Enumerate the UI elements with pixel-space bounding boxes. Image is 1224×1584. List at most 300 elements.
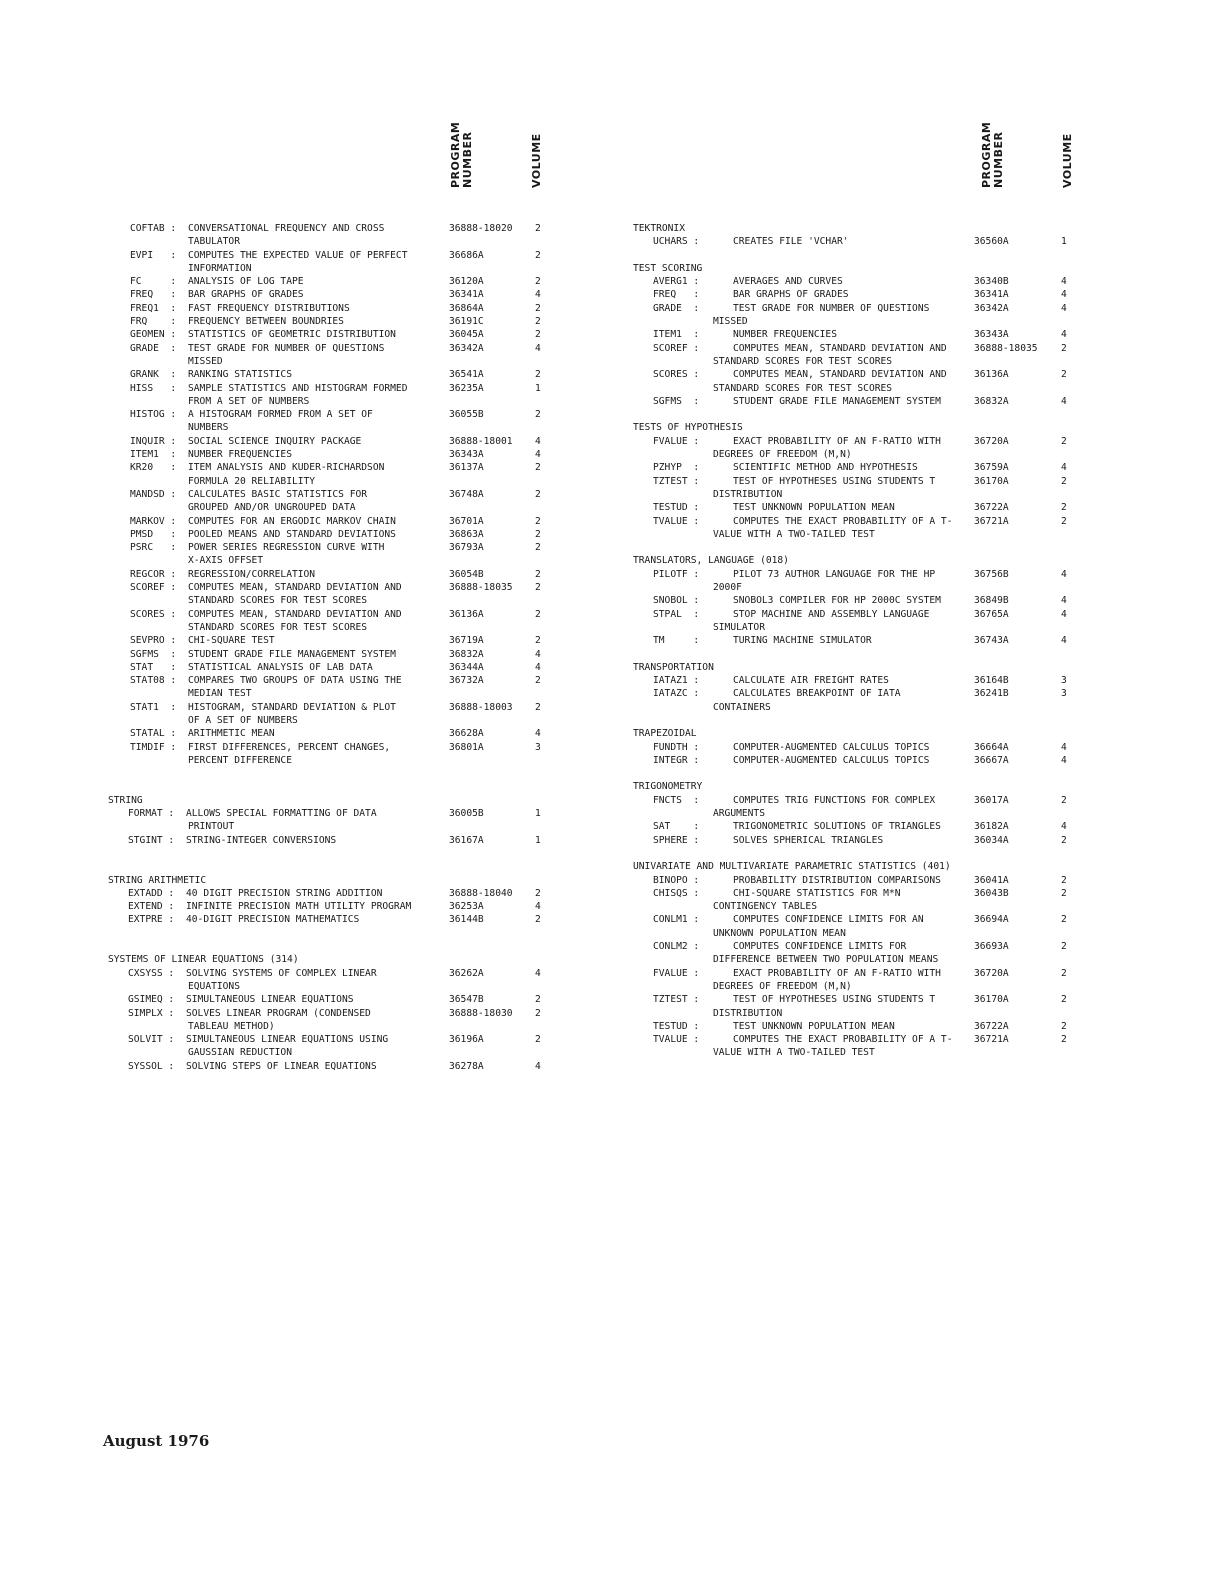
program-entry xyxy=(108,634,558,647)
program-entry-continuation xyxy=(108,1046,558,1059)
program-description: BAR GRAPHS OF GRADES xyxy=(733,289,849,301)
program-description: POWER SERIES REGRESSION CURVE WITH xyxy=(188,542,385,554)
program-description: SOLVING STEPS OF LINEAR EQUATIONS xyxy=(186,1060,377,1072)
program-description: DEGREES OF FREEDOM (M,N) xyxy=(713,449,852,461)
volume-number: 2 xyxy=(1061,874,1067,886)
program-entry xyxy=(108,368,558,381)
program-number: 36045A xyxy=(449,329,484,341)
volume-number: 2 xyxy=(535,302,541,314)
program-code: HISS : xyxy=(130,382,177,394)
program-code: GRADE : xyxy=(130,342,177,354)
program-number: 36196A xyxy=(449,1034,484,1046)
volume-number: 2 xyxy=(535,223,541,234)
program-entry xyxy=(108,887,558,900)
program-number: 36342A xyxy=(449,342,484,354)
program-number: 36722A xyxy=(974,502,1009,514)
program-description: TEST OF HYPOTHESES USING STUDENTS T xyxy=(733,994,936,1006)
program-description: FAST FREQUENCY DISTRIBUTIONS xyxy=(188,302,350,314)
spacer xyxy=(633,408,1083,421)
program-entry xyxy=(633,687,1083,700)
program-number: 36693A xyxy=(974,941,1009,953)
volume-number: 2 xyxy=(1061,834,1067,846)
volume-number: 4 xyxy=(1061,329,1067,341)
program-entry xyxy=(108,382,558,395)
program-number-header-right: PROGRAM NUMBER xyxy=(980,121,1005,188)
program-number: 36888-18040 xyxy=(449,887,513,899)
program-code: GEOMEN : xyxy=(130,329,177,341)
program-entry xyxy=(633,634,1083,647)
program-description: 2000F xyxy=(713,582,742,594)
program-description: CHI-SQUARE STATISTICS FOR M*N xyxy=(733,887,901,899)
program-code: TZTEST : xyxy=(653,475,700,487)
section-heading: TRAPEZOIDAL xyxy=(633,728,697,740)
program-entry xyxy=(108,488,558,501)
program-code: IATAZ1 : xyxy=(653,675,700,687)
program-number: 36344A xyxy=(449,661,484,673)
program-code: SGFMS : xyxy=(130,648,177,660)
volume-number: 2 xyxy=(1061,1034,1067,1046)
program-number: 36144B xyxy=(449,914,484,926)
program-entry-continuation xyxy=(108,554,558,567)
program-code: TZTEST : xyxy=(653,994,700,1006)
program-description: STANDARD SCORES FOR TEST SCORES xyxy=(713,355,893,367)
volume-number: 4 xyxy=(535,289,541,301)
program-code: STAT1 : xyxy=(130,701,177,713)
program-description: COMPUTES MEAN, STANDARD DEVIATION AND xyxy=(188,608,402,620)
program-code: SOLVIT : xyxy=(128,1034,175,1046)
program-description: ITEM ANALYSIS AND KUDER-RICHARDSON xyxy=(188,462,385,474)
program-description: ARITHMETIC MEAN xyxy=(188,728,275,740)
program-entry xyxy=(633,594,1083,607)
program-description: MISSED xyxy=(188,355,223,367)
volume-number: 2 xyxy=(1061,515,1067,527)
program-number: 36164B xyxy=(974,675,1009,687)
program-description: PERCENT DIFFERENCE xyxy=(188,754,292,766)
program-number: 36721A xyxy=(974,1034,1009,1046)
program-number: 36005B xyxy=(449,808,484,820)
program-entry-continuation xyxy=(633,953,1083,966)
program-code: FVALUE : xyxy=(653,435,700,447)
program-number: 36801A xyxy=(449,741,484,753)
program-number: 36541A xyxy=(449,369,484,381)
program-entry-continuation xyxy=(633,355,1083,368)
program-description: COMPUTER-AUGMENTED CALCULUS TOPICS xyxy=(733,754,930,766)
program-number: 36034A xyxy=(974,834,1009,846)
program-number: 36719A xyxy=(449,635,484,647)
program-code: SPHERE : xyxy=(653,834,700,846)
program-description: PRINTOUT xyxy=(188,821,235,833)
program-description: COMPUTES MEAN, STANDARD DEVIATION AND xyxy=(188,582,402,594)
program-description: FROM A SET OF NUMBERS xyxy=(188,395,310,407)
program-description: EXACT PROBABILITY OF AN F-RATIO WITH xyxy=(733,435,941,447)
program-description: TEST OF HYPOTHESES USING STUDENTS T xyxy=(733,475,936,487)
volume-number: 2 xyxy=(1061,794,1067,806)
program-description: STANDARD SCORES FOR TEST SCORES xyxy=(713,382,893,394)
program-entry-continuation xyxy=(633,448,1083,461)
program-description: STATISTICS OF GEOMETRIC DISTRIBUTION xyxy=(188,329,396,341)
program-number: 36170A xyxy=(974,994,1009,1006)
program-code: UCHARS : xyxy=(653,236,700,248)
program-number: 36340B xyxy=(974,276,1009,288)
volume-number: 2 xyxy=(1061,887,1067,899)
program-code: SCOREF : xyxy=(130,582,177,594)
section-heading: STRING xyxy=(108,794,143,806)
program-entry xyxy=(633,820,1083,833)
spacer xyxy=(633,847,1083,860)
program-code: CONLM2 : xyxy=(653,941,700,953)
program-entry-continuation xyxy=(633,1007,1083,1020)
program-entry-continuation xyxy=(633,581,1083,594)
program-entry xyxy=(108,315,558,328)
program-entry xyxy=(633,1020,1083,1033)
program-number: 36863A xyxy=(449,528,484,540)
program-description: POOLED MEANS AND STANDARD DEVIATIONS xyxy=(188,528,396,540)
program-entry-continuation xyxy=(108,355,558,368)
volume-number: 4 xyxy=(535,435,541,447)
program-description: SOCIAL SCIENCE INQUIRY PACKAGE xyxy=(188,435,362,447)
program-entry xyxy=(633,328,1083,341)
section-heading: SYSTEMS OF LINEAR EQUATIONS (314) xyxy=(108,954,299,966)
program-description: COMPARES TWO GROUPS OF DATA USING THE xyxy=(188,675,402,687)
volume-number: 2 xyxy=(1061,967,1067,979)
program-description: TEST GRADE FOR NUMBER OF QUESTIONS xyxy=(733,302,930,314)
program-entry xyxy=(633,794,1083,807)
program-entry xyxy=(108,328,558,341)
volume-number: 1 xyxy=(535,834,541,846)
volume-number: 4 xyxy=(1061,595,1067,607)
program-code: SCOREF : xyxy=(653,342,700,354)
program-entry xyxy=(633,475,1083,488)
program-entry-continuation xyxy=(633,980,1083,993)
program-entry-continuation xyxy=(633,488,1083,501)
volume-number: 2 xyxy=(535,675,541,687)
volume-header: VOLUME xyxy=(530,133,543,188)
program-description: COMPUTER-AUGMENTED CALCULUS TOPICS xyxy=(733,741,930,753)
program-code: SGFMS : xyxy=(653,395,700,407)
volume-number: 4 xyxy=(535,967,541,979)
program-number: 36888-18035 xyxy=(974,342,1038,354)
program-description: EQUATIONS xyxy=(188,980,240,992)
section-heading: TRANSPORTATION xyxy=(633,661,714,673)
program-code: FNCTS : xyxy=(653,794,700,806)
volume-number: 2 xyxy=(535,608,541,620)
program-description: SIMULTANEOUS LINEAR EQUATIONS xyxy=(186,994,354,1006)
section-heading: TEKTRONIX xyxy=(633,223,685,234)
program-number: 36262A xyxy=(449,967,484,979)
program-entry-continuation xyxy=(108,262,558,275)
program-number: 36343A xyxy=(974,329,1009,341)
program-number: 36041A xyxy=(974,874,1009,886)
spacer xyxy=(108,847,558,874)
program-description: TEST GRADE FOR NUMBER OF QUESTIONS xyxy=(188,342,385,354)
program-description: TEST UNKNOWN POPULATION MEAN xyxy=(733,1020,895,1032)
volume-number: 2 xyxy=(535,462,541,474)
volume-number: 2 xyxy=(1061,1020,1067,1032)
program-code: FRQ : xyxy=(130,316,177,328)
program-description: UNKNOWN POPULATION MEAN xyxy=(713,927,846,939)
volume-number: 4 xyxy=(535,728,541,740)
program-number: 36694A xyxy=(974,914,1009,926)
program-code: FREQ1 : xyxy=(130,302,177,314)
program-entry-continuation xyxy=(108,501,558,514)
volume-number: 2 xyxy=(1061,369,1067,381)
volume-number: 4 xyxy=(1061,754,1067,766)
program-number-header-line1: PROGRAM xyxy=(449,121,462,188)
program-number: 36055B xyxy=(449,409,484,421)
program-code: KR20 : xyxy=(130,462,177,474)
program-description: CALCULATE AIR FREIGHT RATES xyxy=(733,675,889,687)
volume-number: 4 xyxy=(1061,302,1067,314)
program-entry-continuation xyxy=(633,528,1083,541)
program-number: 36832A xyxy=(974,395,1009,407)
program-description: GAUSSIAN REDUCTION xyxy=(188,1047,292,1059)
program-entry xyxy=(108,515,558,528)
program-description: STANDARD SCORES FOR TEST SCORES xyxy=(188,621,368,633)
program-description: SIMULATOR xyxy=(713,621,765,633)
program-description: 40 DIGIT PRECISION STRING ADDITION xyxy=(186,887,383,899)
program-code: TESTUD : xyxy=(653,502,700,514)
volume-number: 2 xyxy=(535,249,541,261)
program-number: 36137A xyxy=(449,462,484,474)
program-code: STAT : xyxy=(130,661,177,673)
program-number: 36720A xyxy=(974,435,1009,447)
spacer xyxy=(633,767,1083,780)
program-entry xyxy=(633,674,1083,687)
program-entry-continuation xyxy=(633,807,1083,820)
program-description: CALCULATES BASIC STATISTICS FOR xyxy=(188,488,368,500)
section-heading: UNIVARIATE AND MULTIVARIATE PARAMETRIC STATISTICS (401) xyxy=(633,861,951,873)
program-code: MANDSD : xyxy=(130,488,177,500)
program-description: INFORMATION xyxy=(188,262,252,274)
program-entry xyxy=(633,288,1083,301)
spacer xyxy=(633,541,1083,554)
program-description: RANKING STATISTICS xyxy=(188,369,292,381)
program-description: REGRESSION/CORRELATION xyxy=(188,568,316,580)
program-description: TABLEAU METHOD) xyxy=(188,1020,275,1032)
program-description: X-AXIS OFFSET xyxy=(188,555,264,567)
program-description: DISTRIBUTION xyxy=(713,488,783,500)
section-heading: TESTS OF HYPOTHESIS xyxy=(633,422,743,434)
program-description: OF A SET OF NUMBERS xyxy=(188,714,298,726)
program-description: ALLOWS SPECIAL FORMATTING OF DATA xyxy=(186,808,377,820)
program-code: FUNDTH : xyxy=(653,741,700,753)
program-entry-continuation xyxy=(108,475,558,488)
program-description: VALUE WITH A TWO-TAILED TEST xyxy=(713,1047,875,1059)
program-number: 36043B xyxy=(974,887,1009,899)
program-description: ANALYSIS OF LOG TAPE xyxy=(188,276,304,288)
volume-number: 2 xyxy=(535,316,541,328)
volume-number: 4 xyxy=(1061,741,1067,753)
program-description: TRIGONOMETRIC SOLUTIONS OF TRIANGLES xyxy=(733,821,941,833)
program-entry xyxy=(633,913,1083,926)
program-entry-continuation xyxy=(108,235,558,248)
program-entry-continuation xyxy=(108,621,558,634)
program-entry xyxy=(108,408,558,421)
program-number: 36832A xyxy=(449,648,484,660)
volume-number: 2 xyxy=(535,914,541,926)
program-code: SYSSOL : xyxy=(128,1060,175,1072)
program-code: SIMPLX : xyxy=(128,1007,175,1019)
program-number: 36686A xyxy=(449,249,484,261)
program-entry xyxy=(108,448,558,461)
volume-number: 3 xyxy=(535,741,541,753)
program-number: 36759A xyxy=(974,462,1009,474)
program-code: STAT08 : xyxy=(130,675,177,687)
program-entry xyxy=(633,275,1083,288)
program-entry xyxy=(633,754,1083,767)
program-description: COMPUTES MEAN, STANDARD DEVIATION AND xyxy=(733,369,947,381)
program-description: TEST UNKNOWN POPULATION MEAN xyxy=(733,502,895,514)
volume-number: 2 xyxy=(535,568,541,580)
program-code: SNOBOL : xyxy=(653,595,700,607)
program-code: ITEM1 : xyxy=(130,449,177,461)
program-description: STUDENT GRADE FILE MANAGEMENT SYSTEM xyxy=(733,395,941,407)
program-entry xyxy=(633,568,1083,581)
program-description: 40-DIGIT PRECISION MATHEMATICS xyxy=(186,914,360,926)
program-entry xyxy=(108,608,558,621)
volume-number: 2 xyxy=(1061,342,1067,354)
volume-number: 1 xyxy=(1061,236,1067,248)
program-entry xyxy=(108,993,558,1006)
program-code: INTEGR : xyxy=(653,754,700,766)
program-description: CHI-SQUARE TEST xyxy=(188,635,275,647)
volume-number: 4 xyxy=(535,342,541,354)
program-number: 36732A xyxy=(449,675,484,687)
program-code: SAT : xyxy=(653,821,700,833)
program-description: VALUE WITH A TWO-TAILED TEST xyxy=(713,528,875,540)
volume-number: 4 xyxy=(535,449,541,461)
program-code: GRADE : xyxy=(653,302,700,314)
program-entry-continuation xyxy=(633,927,1083,940)
program-code: FC : xyxy=(130,276,177,288)
program-description: TABULATOR xyxy=(188,236,240,248)
program-number: 36888-18020 xyxy=(449,223,513,234)
program-code: CHISQS : xyxy=(653,887,700,899)
program-entry-continuation xyxy=(108,980,558,993)
program-entry xyxy=(633,501,1083,514)
spacer xyxy=(633,714,1083,727)
volume-number: 4 xyxy=(1061,289,1067,301)
program-entry xyxy=(633,993,1083,1006)
program-entry xyxy=(108,581,558,594)
program-entry-continuation xyxy=(108,820,558,833)
program-description: STATISTICAL ANALYSIS OF LAB DATA xyxy=(188,661,373,673)
program-number: 36888-18030 xyxy=(449,1007,513,1019)
program-entry xyxy=(108,275,558,288)
program-code: CONLM1 : xyxy=(653,914,700,926)
program-number: 36701A xyxy=(449,515,484,527)
volume-number: 1 xyxy=(535,808,541,820)
program-description: AVERAGES AND CURVES xyxy=(733,276,843,288)
program-entry xyxy=(108,661,558,674)
program-number: 36888-18001 xyxy=(449,435,513,447)
program-entry-continuation xyxy=(108,714,558,727)
program-code: EXTEND : xyxy=(128,901,175,913)
program-number: 36341A xyxy=(974,289,1009,301)
program-description: A HISTOGRAM FORMED FROM A SET OF xyxy=(188,409,373,421)
program-description: FORMULA 20 RELIABILITY xyxy=(188,475,316,487)
volume-number: 2 xyxy=(535,409,541,421)
program-number: 36136A xyxy=(449,608,484,620)
program-number: 36793A xyxy=(449,542,484,554)
program-description: BAR GRAPHS OF GRADES xyxy=(188,289,304,301)
program-description: DEGREES OF FREEDOM (M,N) xyxy=(713,980,852,992)
footer-date: August 1976 xyxy=(103,1432,210,1450)
volume-header-right: VOLUME xyxy=(1061,133,1074,188)
program-description: PROBABILITY DISTRIBUTION COMPARISONS xyxy=(733,874,941,886)
program-entry xyxy=(108,741,558,754)
program-description: STOP MACHINE AND ASSEMBLY LANGUAGE xyxy=(733,608,930,620)
program-code: PZHYP : xyxy=(653,462,700,474)
program-number: 36849B xyxy=(974,595,1009,607)
volume-number: 2 xyxy=(535,542,541,554)
program-entry xyxy=(108,1033,558,1046)
program-entry xyxy=(633,967,1083,980)
program-entry xyxy=(108,528,558,541)
program-code: INQUIR : xyxy=(130,435,177,447)
program-entry xyxy=(633,1033,1083,1046)
program-entry-continuation xyxy=(633,900,1083,913)
program-number: 36721A xyxy=(974,515,1009,527)
program-description: MEDIAN TEST xyxy=(188,688,252,700)
program-description: MISSED xyxy=(713,316,748,328)
program-entry xyxy=(108,648,558,661)
program-number: 36864A xyxy=(449,302,484,314)
program-code: PSRC : xyxy=(130,542,177,554)
program-entry xyxy=(633,368,1083,381)
volume-number: 3 xyxy=(1061,675,1067,687)
volume-number: 4 xyxy=(1061,608,1067,620)
program-code: SCORES : xyxy=(653,369,700,381)
volume-number: 2 xyxy=(1061,941,1067,953)
program-description: COMPUTES THE EXACT PROBABILITY OF A T- xyxy=(733,1034,953,1046)
program-entry xyxy=(108,1060,558,1073)
program-description: CALCULATES BREAKPOINT OF IATA xyxy=(733,688,901,700)
volume-number: 4 xyxy=(1061,568,1067,580)
program-code: IATAZC : xyxy=(653,688,700,700)
program-description: PILOT 73 AUTHOR LANGUAGE FOR THE HP xyxy=(733,568,936,580)
spacer xyxy=(108,927,558,954)
section-heading: TEST SCORING xyxy=(633,262,703,274)
program-entry xyxy=(633,515,1083,528)
program-entry xyxy=(108,1007,558,1020)
program-entry xyxy=(108,222,558,235)
volume-number: 2 xyxy=(535,488,541,500)
volume-number: 2 xyxy=(535,701,541,713)
program-code: STGINT : xyxy=(128,834,175,846)
program-number: 36017A xyxy=(974,794,1009,806)
program-entry xyxy=(633,395,1083,408)
program-description: SOLVES SPHERICAL TRIANGLES xyxy=(733,834,884,846)
program-description: CONTINGENCY TABLES xyxy=(713,901,817,913)
volume-number: 4 xyxy=(1061,462,1067,474)
program-number: 36664A xyxy=(974,741,1009,753)
program-description: HISTOGRAM, STANDARD DEVIATION & PLOT xyxy=(188,701,396,713)
program-number: 36253A xyxy=(449,901,484,913)
program-code: GSIMEQ : xyxy=(128,994,175,1006)
section-heading: STRING ARITHMETIC xyxy=(108,874,207,886)
program-number: 36756B xyxy=(974,568,1009,580)
program-entry-continuation xyxy=(633,621,1083,634)
program-number: 36170A xyxy=(974,475,1009,487)
program-entry xyxy=(108,568,558,581)
program-description: GROUPED AND/OR UNGROUPED DATA xyxy=(188,502,356,514)
program-description: NUMBER FREQUENCIES xyxy=(188,449,292,461)
program-description: NUMBERS xyxy=(188,422,229,434)
section-heading: TRIGONOMETRY xyxy=(633,781,703,793)
program-description: COMPUTES TRIG FUNCTIONS FOR COMPLEX xyxy=(733,794,936,806)
program-code: FVALUE : xyxy=(653,967,700,979)
